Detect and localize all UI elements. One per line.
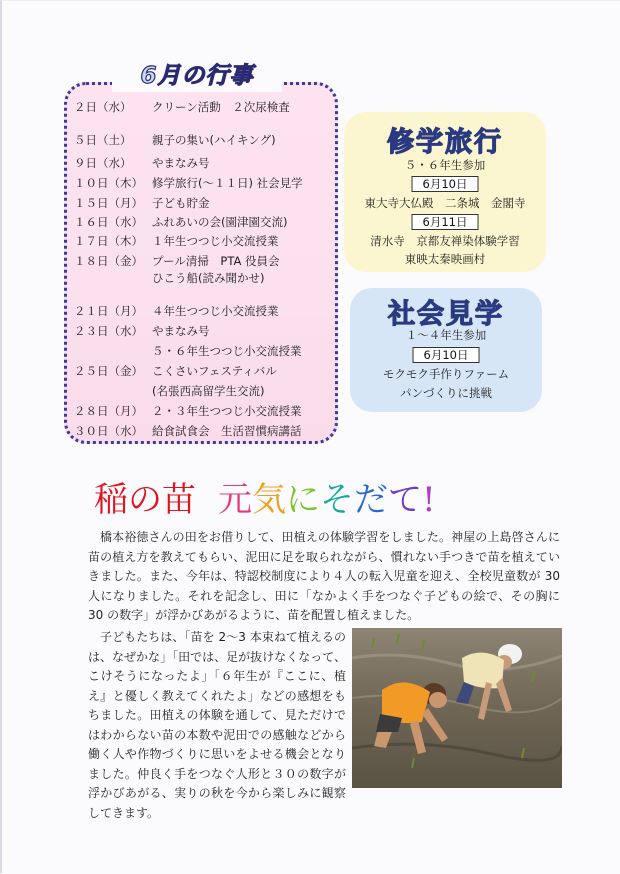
event-row [74,404,329,419]
event-text: やまなみ号 [152,324,210,338]
event-row [74,133,329,148]
event-text: クリーン活動 ２次尿検査 [152,100,290,114]
event-date: ２１日（月） [74,304,143,318]
event-row [74,424,329,439]
event-text: プール清掃 PTA 役員会 [152,254,280,268]
event-row [74,271,329,286]
headline-char: そ [320,480,354,520]
headline-part1: 稲の苗 [94,480,196,520]
school-trip-day2-date: 6月11日 [412,214,479,230]
event-row [74,215,329,230]
event-text: (名張西高留学生交流) [152,384,265,398]
rice-planting-image [352,628,562,788]
event-text: １年生つつじ小交流授業 [152,234,279,248]
event-row [74,156,329,171]
event-row [74,176,329,191]
event-date: １５日（月） [74,196,143,210]
school-trip-box [344,112,546,272]
event-date: ２３日（水） [74,324,143,338]
event-text: ふれあいの会(園津園交流) [152,215,288,229]
event-row [74,384,329,399]
event-text: やまなみ号 [152,156,210,170]
event-row [74,100,329,115]
headline-char: て [388,480,422,520]
event-text: 給食試食会 生活習慣病講話 [152,424,302,438]
event-date: ２５日（金） [74,364,143,378]
headline-char: に [286,480,320,520]
event-date: １７日（木） [74,234,143,248]
event-date: ２日（水） [74,100,132,114]
article-paragraph-2: 子どもたちは、「苗を 2～3 本束ねて植えるのは、なぜかな」「田では、足が抜けなくなって、こけそうになったよ」「６年生が『ここに、植え』と優しく教えてくれたよ」などの感想をもちました。田植えの体験を通して、見ただけではわからない苗の本数や泥田での感触などから働く人や作物づくりに思いをよせる機会となりました。仲良く手をつなぐ人形と３０の数字が浮かびあがる、実りの秋を今から楽しみに観察してきます。 [88,630,346,820]
event-text: ４年生つつじ小交流授業 [152,304,279,318]
event-row [74,324,329,339]
event-date: ３０日（水） [74,424,143,438]
headline-char: だ [354,480,388,520]
article-headline [94,478,554,522]
headline-part2 [218,480,436,520]
event-date: １６日（水） [74,215,143,229]
school-trip-participants: ５・６年生参加 [404,158,486,172]
event-text: 子ども貯金 [152,196,210,210]
event-date: １０日（木） [74,176,143,190]
event-text: こくさいフェスティバル [152,364,277,378]
event-row [74,304,329,319]
headline-char: 気 [252,480,286,520]
event-row [74,196,329,211]
headline-char: 元 [218,480,252,520]
event-row [74,344,329,359]
event-text: ５・６年生つつじ小交流授業 [152,344,302,358]
article-paragraph-1: 橋本裕徳さんの田をお借りして、田植えの体験学習をしました。神屋の上島啓さんに苗の植え方を教えてもらい、泥田に足を取られながら、慣れない手つきで苗を植えていきました。また、今年は、特認校制度により４人の転入児童を迎え、全校児童数が 30 人になりました。それを記念し、田に「なかよく手をつなぐ子どもの絵で、その胸に 30 の数字」が浮かびあがるように、苗を配置し植えました。 [88,530,560,622]
school-trip-day1-date: 6月10日 [412,176,479,192]
field-trip-place: モクモク手作りファーム [382,367,510,381]
school-trip-title: 修学旅行 [387,127,503,158]
field-trip-title: 社会見学 [388,299,504,330]
event-text: 親子の集い(ハイキング) [152,133,276,147]
rice-planting-photo [352,628,562,788]
field-trip-box [350,288,542,412]
events-title: 6月の行事 [112,60,282,92]
event-text: 修学旅行(～１１日) 社会見学 [152,176,303,190]
school-trip-day1-places: 東大寺大仏殿 二条城 金閣寺 [364,196,526,210]
event-text: ２・３年生つつじ小交流授業 [152,404,302,418]
field-trip-date: 6月10日 [413,347,480,363]
field-trip-participants: １～４年生参加 [405,328,487,342]
event-row [74,364,329,379]
headline-char: ! [422,480,436,520]
school-trip-day2-places-2: 東映太秦映画村 [404,252,486,266]
event-date: １８日（金） [74,254,143,268]
event-row [74,234,329,249]
event-row [74,254,329,269]
school-trip-day2-places: 清水寺 京都友禅染体験学習 [370,234,520,248]
event-date: ２８日（月） [74,404,143,418]
event-date: ９日（水） [74,156,132,170]
event-date: ５日（土） [74,133,132,147]
field-trip-activity: パンづくりに挑戦 [400,386,492,400]
event-text: ひこう船(読み聞かせ) [152,271,265,285]
